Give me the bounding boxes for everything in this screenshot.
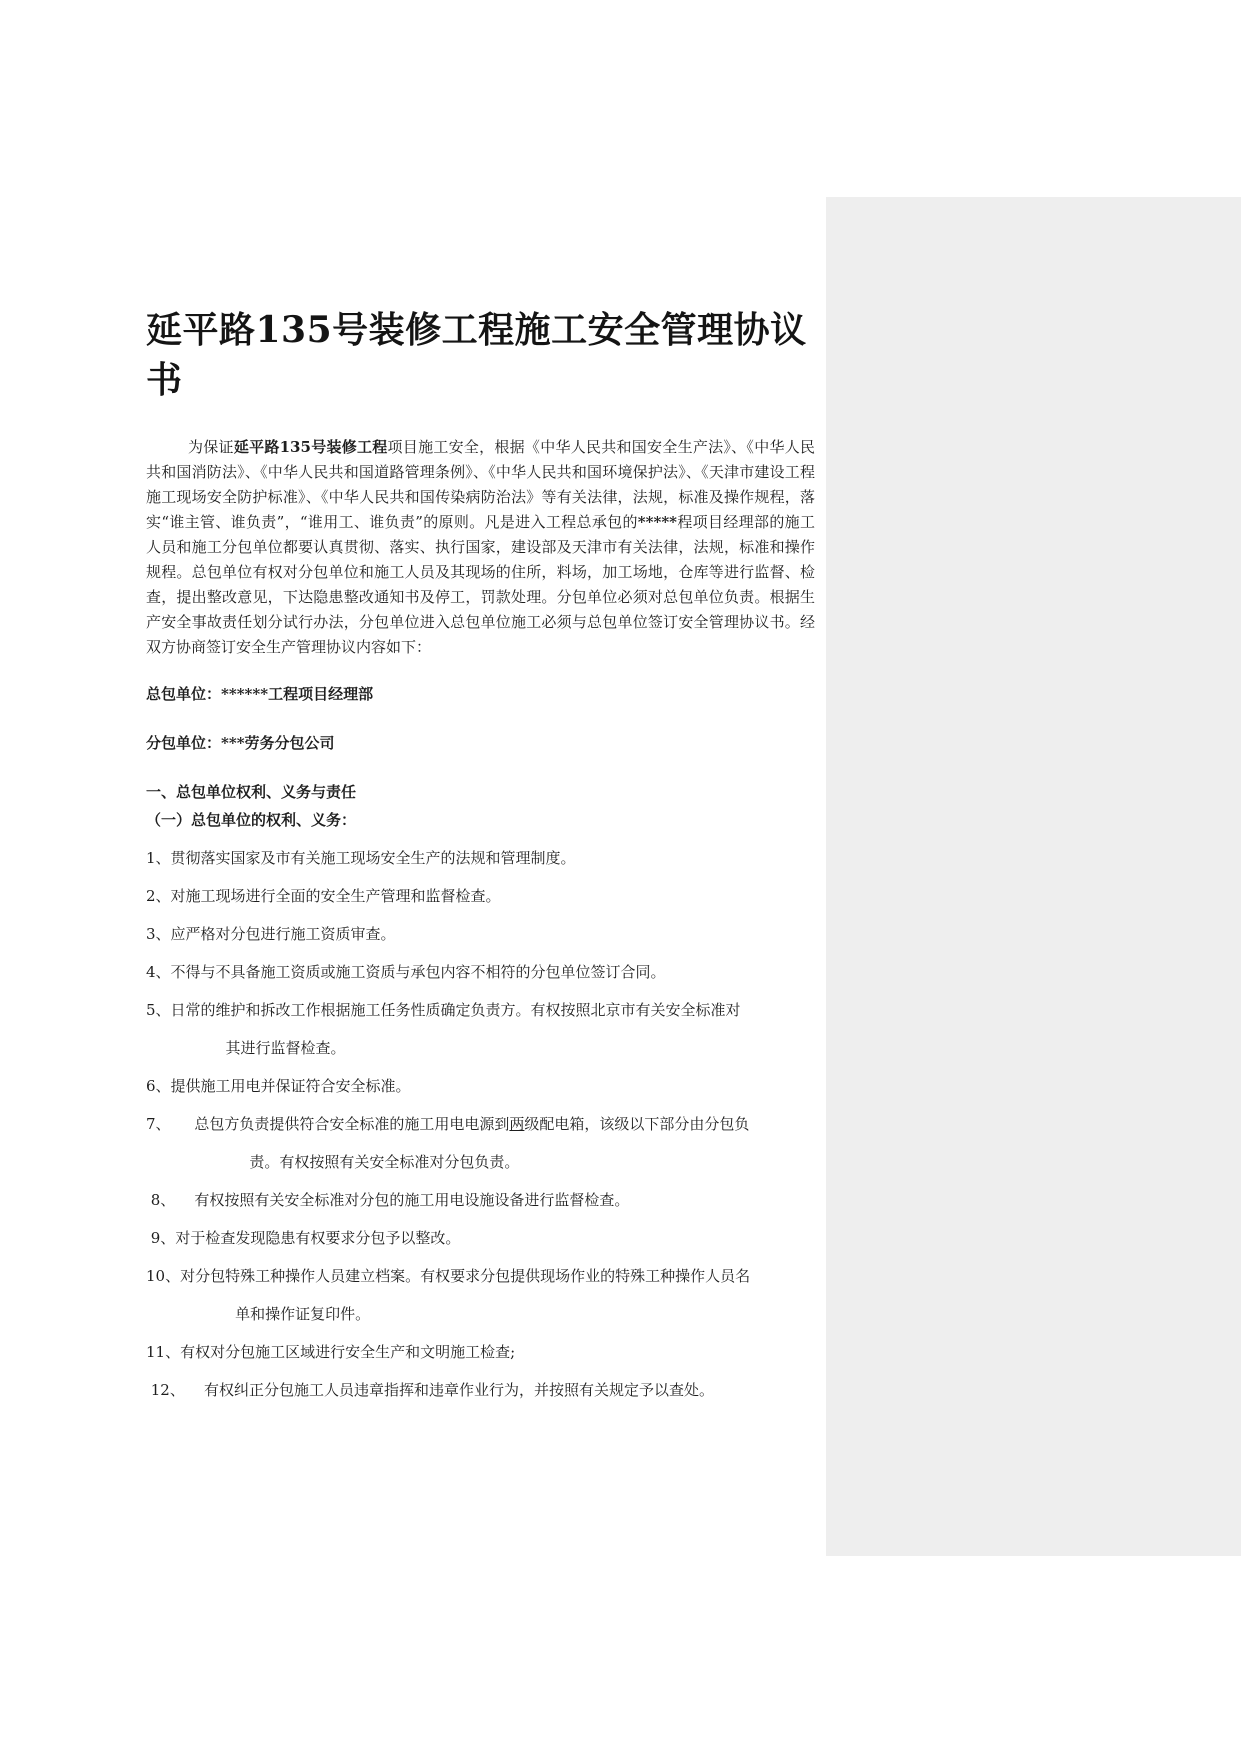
list-item (146, 915, 815, 953)
item-text-a: 总包方负责提供符合安全标准的施工用电电源到 (194, 1115, 510, 1133)
intro-stars: ***** (637, 513, 678, 531)
item-number: 3、 (146, 925, 171, 943)
list-item (146, 1105, 815, 1181)
list-item (146, 991, 815, 1067)
item-text (194, 1115, 749, 1133)
item-text-continuation: 其进行监督检查。 (225, 1039, 346, 1057)
item-number: 9、 (146, 1229, 176, 1247)
intro-text-part1: 项目施工安全，根据《中华人民共和国安全生产法》、《中华人民共和国消防法》、《中华人民共和国道路管理条例》、《中华人民共和国环境保护法》、《天津市建设工程施工现场安全防护标准》、《中华人民共和国传染病防治法》等有关法律，法规，标准及操作规程，落实“谁主管、谁负责”，“谁用工、谁负责”的原则。凡是进入工程总承包的 (146, 438, 815, 531)
item-text: 有权对分包施工区域进行安全生产和文明施工检查; (180, 1343, 516, 1361)
item-text-underlined: 两 (509, 1115, 525, 1133)
intro-text-part2: 程项目经理部的施工人员和施工分包单位都要认真贯彻、落实、执行国家，建设部及天津市有关法律，法规，标准和操作规程。总包单位有权对分包单位和施工人员及其现场的住所，料场，加工场地，仓库等进行监督、检查，提出整改意见，下达隐患整改通知书及停工，罚款处理。分包单位必须对总包单位负责。根据生产安全事故责任划分试行办法，分包单位进入总包单位施工必须与总包单位签订安全管理协议书。经双方协商签订安全生产管理协议内容如下： (146, 513, 815, 656)
item-text: 对分包特殊工种操作人员建立档案。有权要求分包提供现场作业的特殊工种操作人员名 (180, 1267, 751, 1285)
list-item (146, 877, 815, 915)
item-number: 5、 (146, 1001, 171, 1019)
item-number: 1、 (146, 849, 171, 867)
subsection-heading: （一）总包单位的权利、义务： (146, 811, 357, 829)
document-body (146, 305, 815, 1409)
list-item (146, 1219, 815, 1257)
list-item (146, 953, 815, 991)
item-number: 11、 (146, 1343, 181, 1361)
list-item (146, 1333, 815, 1371)
item-text: 不得与不具备施工资质或施工资质与承包内容不相符的分包单位签订合同。 (170, 963, 666, 981)
contractor-line: 总包单位：******工程项目经理部 (146, 685, 374, 703)
obligations-list (146, 839, 815, 1409)
item-text-continuation: 责。有权按照有关安全标准对分包负责。 (249, 1153, 520, 1171)
subcontractor-line: 分包单位：***劳务分包公司 (146, 734, 335, 752)
list-item (146, 1371, 815, 1409)
intro-prefix: 为保证 (188, 438, 234, 456)
item-text-block (194, 1105, 815, 1181)
list-item (146, 1257, 815, 1333)
document-title: 延平路135号装修工程施工安全管理协议书 (146, 309, 807, 401)
item-text: 有权按照有关安全标准对分包的施工用电设施设备进行监督检查。 (194, 1191, 630, 1209)
comment-pane (826, 197, 1241, 1556)
intro-project-name: 延平路135号装修工程 (233, 438, 388, 456)
item-text: 对施工现场进行全面的安全生产管理和监督检查。 (170, 887, 501, 905)
item-number: 6、 (146, 1077, 171, 1095)
item-number: 4、 (146, 963, 171, 981)
section-heading: 一、总包单位权利、义务与责任 (146, 783, 357, 801)
item-text: 提供施工用电并保证符合安全标准。 (170, 1077, 411, 1095)
item-number: 10、 (146, 1267, 181, 1285)
item-text-block (180, 1257, 815, 1333)
item-text-continuation: 单和操作证复印件。 (235, 1305, 371, 1323)
item-number: 2、 (146, 887, 171, 905)
item-text-block (171, 991, 815, 1067)
list-item (146, 1181, 815, 1219)
item-text: 对于检查发现隐患有权要求分包予以整改。 (175, 1229, 461, 1247)
item-number: 7、 (146, 1115, 195, 1133)
item-text: 贯彻落实国家及市有关施工现场安全生产的法规和管理制度。 (170, 849, 576, 867)
item-text: 有权纠正分包施工人员违章指挥和违章作业行为，并按照有关规定予以查处。 (203, 1381, 714, 1399)
item-text: 应严格对分包进行施工资质审查。 (170, 925, 396, 943)
list-item (146, 1067, 815, 1105)
list-item (146, 839, 815, 877)
intro-paragraph (146, 435, 815, 660)
item-text-b: 级配电箱，该级以下部分由分包负 (524, 1115, 750, 1133)
item-number: 12、 (146, 1381, 204, 1399)
item-text: 日常的维护和拆改工作根据施工任务性质确定负责方。有权按照北京市有关安全标准对 (170, 1001, 741, 1019)
item-number: 8、 (146, 1191, 195, 1209)
